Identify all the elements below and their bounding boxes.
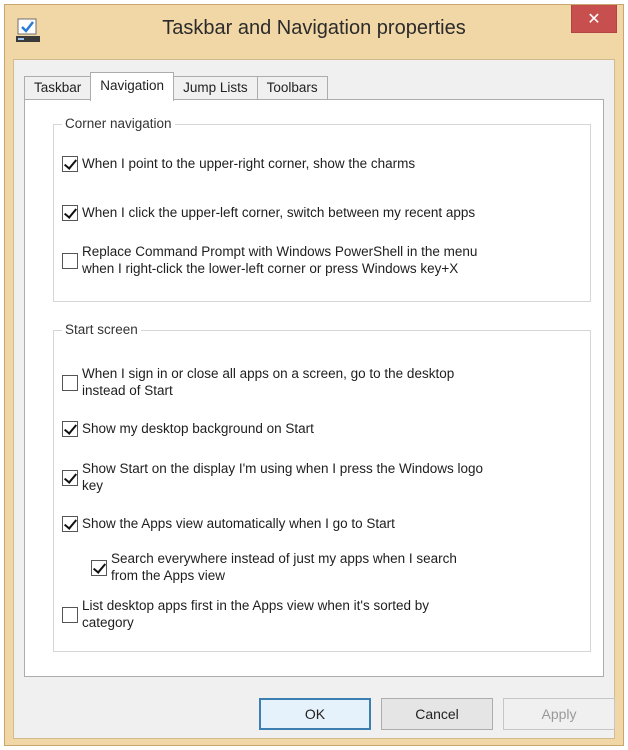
go-to-desktop-option[interactable] xyxy=(62,365,454,399)
start-screen-title: Start screen xyxy=(62,322,141,337)
go-to-desktop-label-line-2: instead of Start xyxy=(82,383,173,398)
desktop-apps-first-label-line-1: List desktop apps first in the Apps view when it's sorted by xyxy=(82,598,430,613)
desktop-apps-first-label-line-2: category xyxy=(82,615,134,630)
powershell-checkbox[interactable] xyxy=(62,253,78,269)
tab-jump-lists[interactable]: Jump Lists xyxy=(173,76,258,100)
desktop-apps-first-checkbox[interactable] xyxy=(62,607,78,623)
recent-apps-option-label: When I click the upper-left corner, switch between my recent apps xyxy=(82,205,476,220)
title-bar[interactable] xyxy=(5,5,623,55)
tab-toolbars[interactable]: Toolbars xyxy=(257,76,328,100)
apply-button[interactable]: Apply xyxy=(503,698,615,730)
corner-navigation-title: Corner navigation xyxy=(62,116,175,131)
charms-option[interactable] xyxy=(62,155,415,172)
search-everywhere-label-line-2: from the Apps view xyxy=(111,568,226,583)
properties-dialog xyxy=(4,4,624,746)
apps-view-auto-label: Show the Apps view automatically when I go to Start xyxy=(82,516,395,531)
cancel-button[interactable]: Cancel xyxy=(381,698,493,730)
recent-apps-option[interactable] xyxy=(62,204,475,221)
search-everywhere-option[interactable] xyxy=(91,550,457,584)
tab-navigation[interactable]: Navigation xyxy=(90,72,174,101)
charms-checkbox[interactable] xyxy=(62,156,78,172)
show-start-on-display-label-line-1: Show Start on the display I'm using when I press the Windows logo xyxy=(82,461,484,476)
search-everywhere-checkbox[interactable] xyxy=(91,560,107,576)
go-to-desktop-checkbox[interactable] xyxy=(62,375,78,391)
desktop-background-option[interactable] xyxy=(62,420,314,437)
show-start-on-display-label-line-2: key xyxy=(82,478,104,493)
close-icon: ✕ xyxy=(587,10,601,28)
tab-taskbar[interactable]: Taskbar xyxy=(24,76,91,100)
go-to-desktop-label-line-1: When I sign in or close all apps on a screen, go to the desktop xyxy=(82,366,455,381)
search-everywhere-label-line-1: Search everywhere instead of just my apps when I search xyxy=(111,551,457,566)
powershell-option-label-line-2: when I right-click the lower-left corner or press Windows key+X xyxy=(82,261,459,276)
dialog-body xyxy=(13,59,615,739)
desktop-apps-first-option[interactable] xyxy=(62,597,429,631)
navigation-tab-panel xyxy=(24,99,604,677)
apps-view-auto-checkbox[interactable] xyxy=(62,516,78,532)
close-button[interactable] xyxy=(571,5,617,33)
desktop-background-checkbox[interactable] xyxy=(62,421,78,437)
show-start-on-display-option[interactable] xyxy=(62,460,483,494)
show-start-on-display-checkbox[interactable] xyxy=(62,470,78,486)
desktop-background-label: Show my desktop background on Start xyxy=(82,421,314,436)
charms-option-label: When I point to the upper-right corner, show the charms xyxy=(82,156,416,171)
tab-strip xyxy=(24,72,327,100)
dialog-buttons xyxy=(14,698,614,732)
window-title: Taskbar and Navigation properties xyxy=(162,17,466,39)
apps-view-auto-option[interactable] xyxy=(62,515,395,532)
powershell-option[interactable] xyxy=(62,243,477,277)
powershell-option-label-line-1: Replace Command Prompt with Windows PowerShell in the menu xyxy=(82,244,478,259)
ok-button[interactable]: OK xyxy=(259,698,371,730)
recent-apps-checkbox[interactable] xyxy=(62,205,78,221)
